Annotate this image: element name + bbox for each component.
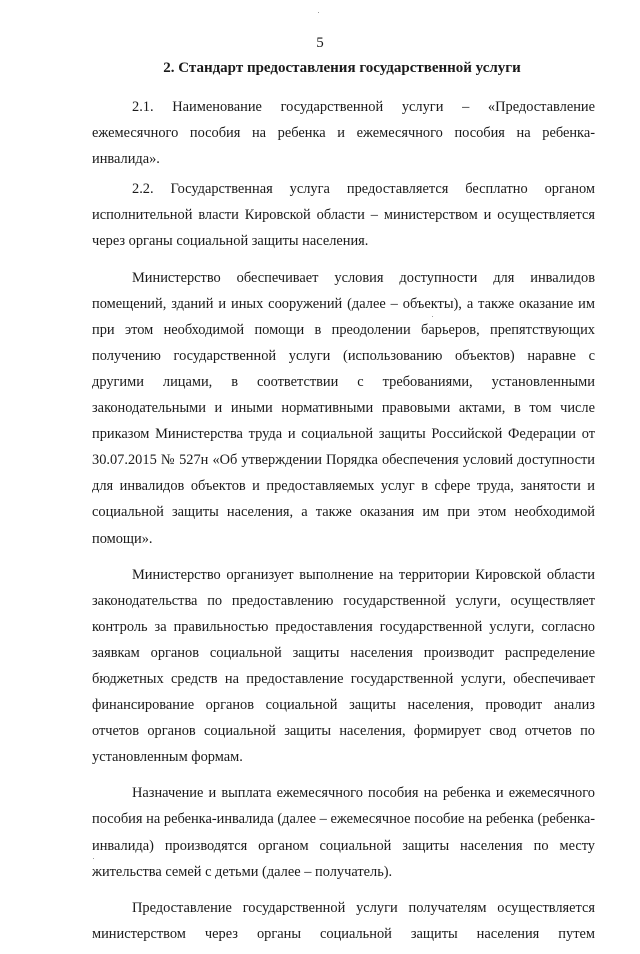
section-heading: 2. Стандарт предоставления государственной услуги [163, 60, 521, 76]
scan-speck [432, 316, 433, 317]
paragraph-service-provision: Предоставление государственной услуги получателям осуществляется министерством через органы социальной защиты населения путем [92, 899, 595, 942]
paragraph-ministry-duties: Министерство организует выполнение на территории Кировской области законодательства по предоставлению государственной услуги, осуществляет контроль за правильностью предоставления государственной услуги, согласно заявкам органов социальной защиты населения производит распределение бюджетных средств на предоставление государственной услуги, обеспечивает финансирование органов социальной защиты населения, проводит анализ отчетов органов социальной защиты населения, формирует свод отчетов по установленным формам. [92, 566, 595, 766]
paragraph-allowance-assignment: Назначение и выплата ежемесячного пособия на ребенка и ежемесячного пособия на ребенка-инвалида (далее – ежемесячное пособие на ребенка (ребенка-инвалида) производятся органом социальной защиты населения по месту жительства семей с детьми (далее – получатель). [92, 785, 595, 880]
paragraph-2-1: 2.1. Наименование государственной услуги – «Предоставление ежемесячного пособия на ребенка и ежемесячного пособия на ребенка-инвалида». [92, 99, 595, 168]
scan-speck [93, 858, 94, 859]
body-text [92, 94, 595, 954]
page-number: 5 [316, 35, 324, 51]
scan-speck [318, 12, 319, 13]
paragraph-accessibility: Министерство обеспечивает условия доступности для инвалидов помещений, зданий и иных сооружений (далее – объекты), а также оказание им при этом необходимой помощи в преодолении барьеров, препятствующих получению государственной услуги (использованию объектов) наравне с другими лицами, в соответствии с требованиями, установленными законодательными и иными нормативными правовыми актами, в том числе приказом Министерства труда и социальной защиты Российской Федерации от 30.07.2015 № 527н «Об утверждении Порядка обеспечения условий доступности для инвалидов объектов и предоставляемых услуг в сфере труда, занятости и социальной защиты населения, а также оказания им при этом необходимой помощи». [92, 269, 595, 547]
paragraph-2-2: 2.2. Государственная услуга предоставляется бесплатно органом исполнительной власти Кировской области – министерством и осуществляется через органы социальной защиты населения. [92, 181, 595, 250]
